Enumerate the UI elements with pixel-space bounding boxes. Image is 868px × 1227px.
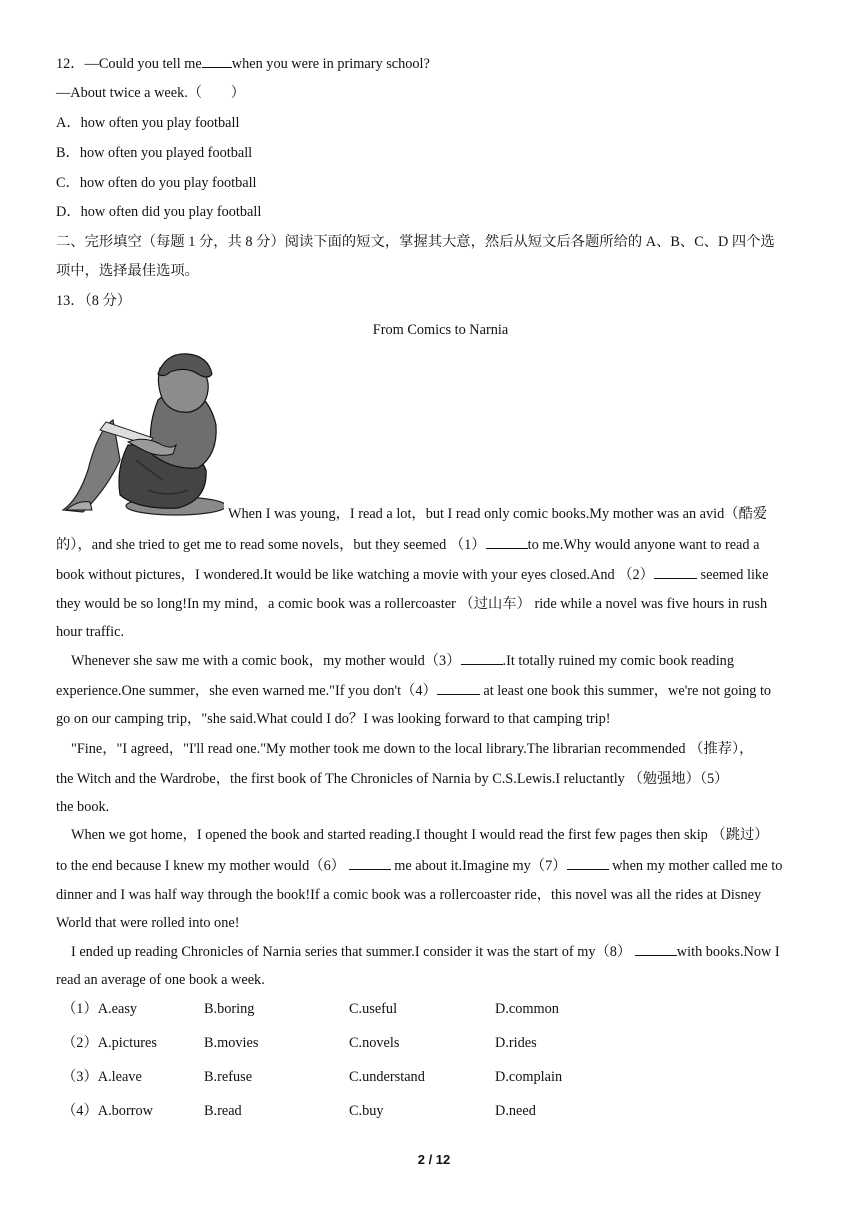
passage-line: read an average of one book a week. bbox=[56, 972, 265, 988]
passage-line: the Witch and the Wardrobe，the first book of The Chronicles of Narnia by C.S.Lewis.I reluctantly （勉强地）（5） bbox=[56, 771, 729, 787]
page-number: 2 / 12 bbox=[417, 1152, 451, 1167]
passage-line: I ended up reading Chronicles of Narnia series that summer.I consider it was the start of my（8） with books.Now I bbox=[71, 944, 780, 960]
passage-line: When we got home，I opened the book and started reading.I thought I would read the first few pages then skip （跳过） bbox=[71, 827, 769, 843]
passage-line: book without pictures，I wondered.It would be like watching a movie with your eyes closed.And （2） seemed like bbox=[56, 567, 769, 583]
choice-2-a: （2）A.pictures bbox=[62, 1035, 157, 1051]
choice-1-c: C.useful bbox=[349, 1001, 398, 1017]
passage-line: to the end because I knew my mother would（6） me about it.Imagine my（7） when my mother called me to bbox=[56, 858, 783, 874]
choice-2-d: D.rides bbox=[495, 1035, 537, 1051]
blank-4 bbox=[437, 681, 480, 695]
choice-4-c: C.buy bbox=[349, 1103, 384, 1119]
choice-3-b: B.refuse bbox=[204, 1069, 253, 1085]
passage-title: From Comics to Narnia bbox=[372, 322, 509, 338]
passage-line: hour traffic. bbox=[56, 624, 125, 640]
section2-header-line2: 项中，选择最佳选项。 bbox=[56, 263, 199, 279]
choice-2-c: C.novels bbox=[349, 1035, 400, 1051]
choice-1-a: （1）A.easy bbox=[62, 1001, 138, 1017]
q12-option-c: C．how often do you play football bbox=[56, 175, 257, 191]
answer-blank bbox=[202, 54, 232, 68]
choice-1-d: D.common bbox=[495, 1001, 559, 1017]
blank-7 bbox=[567, 856, 609, 870]
passage-line: experience.One summer，she even warned me."If you don't（4） at least one book this summer，we're not going to bbox=[56, 683, 772, 699]
choice-4-a: （4）A.borrow bbox=[62, 1103, 153, 1119]
blank-3 bbox=[461, 651, 503, 665]
passage-line: dinner and I was half way through the book!If a comic book was a rollercoaster ride，this novel was all the rides at Disney bbox=[56, 887, 762, 903]
q12-option-d: D．how often did you play football bbox=[56, 204, 262, 220]
passage-line: 的），and she tried to get me to read some novels，but they seemed （1） to me.Why would anyone want to read a bbox=[56, 537, 760, 553]
blank-6 bbox=[349, 856, 391, 870]
passage-line: Whenever she saw me with a comic book，my mother would（3） .It totally ruined my comic book reading bbox=[71, 653, 734, 669]
passage-line: the book. bbox=[56, 799, 110, 815]
q12-option-a: A．how often you play football bbox=[56, 115, 240, 131]
choice-3-a: （3）A.leave bbox=[62, 1069, 142, 1085]
passage-line: "Fine，"I agreed，"I'll read one."My mother took me down to the local library.The librarian recommended （推荐）， bbox=[71, 741, 754, 757]
choice-3-c: C.understand bbox=[349, 1069, 425, 1085]
boy-reading-illustration bbox=[58, 350, 224, 516]
blank-8 bbox=[635, 942, 677, 956]
section2-header-line1: 二、完形填空（每题 1 分，共 8 分）阅读下面的短文，掌握其大意，然后从短文后各题所给的 A、B、C、D 四个选 bbox=[56, 234, 775, 250]
q12-reply: —About twice a week.（ ） bbox=[56, 85, 245, 101]
blank-2 bbox=[654, 565, 697, 579]
q12-option-b: B．how often you played football bbox=[56, 145, 253, 161]
choice-4-d: D.need bbox=[495, 1103, 536, 1119]
choice-4-b: B.read bbox=[204, 1103, 242, 1119]
choice-2-b: B.movies bbox=[204, 1035, 259, 1051]
passage-line: World that were rolled into one! bbox=[56, 915, 240, 931]
passage-line: go on our camping trip，"she said.What could I do？I was looking forward to that camping trip! bbox=[56, 711, 611, 727]
passage-line: they would be so long!In my mind，a comic book was a rollercoaster （过山车） ride while a novel was five hours in rush bbox=[56, 596, 768, 612]
q13-label: 13．（8 分） bbox=[56, 293, 132, 309]
q12-stem: 12．—Could you tell me when you were in primary school? bbox=[56, 56, 430, 72]
choice-3-d: D.complain bbox=[495, 1069, 563, 1085]
choice-1-b: B.boring bbox=[204, 1001, 255, 1017]
passage-line: When I was young，I read a lot，but I read only comic books.My mother was an avid（酷爱 bbox=[228, 506, 768, 522]
blank-1 bbox=[486, 535, 528, 549]
